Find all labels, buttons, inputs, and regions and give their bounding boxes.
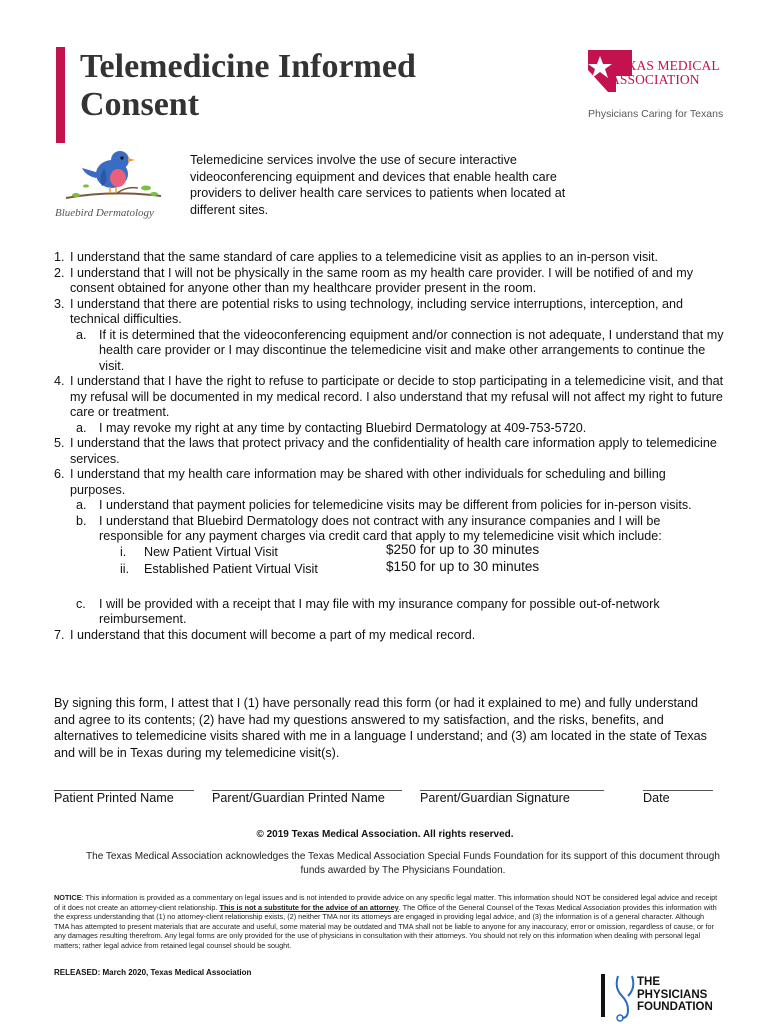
fee-price: $250 for up to 30 minutes	[386, 541, 540, 557]
item-number: b.	[76, 513, 87, 528]
date-label: Date	[643, 791, 670, 805]
sub-list-item	[54, 514, 724, 545]
patient-name-label: Patient Printed Name	[54, 791, 174, 805]
tma-tagline: Physicians Caring for Texans	[588, 108, 724, 120]
list-item	[54, 266, 724, 297]
title-line-1: Telemedicine Informed	[80, 48, 416, 85]
sub-list-item	[54, 597, 724, 628]
list-item	[54, 436, 724, 467]
item-text: I understand that my health care information may be shared with other individuals for scheduling and billing purposes.	[70, 467, 666, 497]
item-number: a.	[76, 498, 87, 512]
item-text: I understand that I have the right to refuse to participate or decide to stop participating in a telemedicine visit, and that my refusal will be documented in my medical record. I also understand that my refusal will not affect my right to future care or treatment.	[70, 374, 724, 419]
pf-accent-bar	[601, 974, 605, 1017]
item-number: 3.	[54, 296, 65, 311]
guardian-name-label: Parent/Guardian Printed Name	[212, 791, 385, 805]
pf-line-2: PHYSICIANS	[637, 988, 708, 1001]
item-number: ii.	[120, 561, 130, 576]
list-item	[54, 628, 724, 644]
list-item	[54, 374, 724, 421]
list-item	[54, 250, 724, 266]
item-text: I may revoke my right at any time by contacting Bluebird Dermatology at 409-753-5720.	[99, 420, 587, 435]
fee-price: $150 for up to 30 minutes	[386, 558, 540, 574]
intro-paragraph: Telemedicine services involve the use of secure interactive videoconferencing equipment and devices that enable health care providers to deliver health care services to patients when located at different sites.	[190, 153, 566, 217]
item-text: I understand that there are potential risks to using technology, including service interruptions, interception, and technical difficulties.	[70, 296, 684, 326]
sub-list-item	[54, 328, 724, 375]
guardian-signature-label: Parent/Guardian Signature	[420, 791, 570, 805]
list-item	[54, 297, 724, 328]
page-title	[80, 48, 500, 124]
tma-name-line-2: ASSOCIATION	[610, 72, 700, 87]
item-number: 7.	[54, 627, 65, 642]
copyright: © 2019 Texas Medical Association. All rights reserved.	[256, 829, 514, 840]
fee-label: Established Patient Virtual Visit	[144, 561, 318, 576]
title-line-2: Consent	[80, 86, 200, 123]
item-text: I will be provided with a receipt that I may file with my insurance company for possible out-of-network reimbursement.	[99, 596, 660, 626]
item-text: I understand that I will not be physically in the same room as my health care provider. I will be notified of and my consent obtained for anyone other than my healthcare provider present in the room.	[70, 265, 694, 295]
list-item	[54, 467, 724, 498]
consent-list	[54, 250, 724, 643]
item-text: I understand that Bluebird Dermatology does not contract with any insurance companies and I will be responsible for any payment charges via credit card that apply to my telemedicine visit which include:	[99, 513, 662, 543]
sub-list-item	[54, 498, 724, 514]
item-number: i.	[120, 544, 127, 559]
patient-name-field[interactable]	[54, 790, 194, 805]
pf-line-3: FOUNDATION	[637, 1001, 713, 1013]
guardian-name-field[interactable]	[212, 790, 402, 805]
item-number: 2.	[54, 265, 65, 280]
notice-emphasis: This is not a substitute for the advice of an attorney	[219, 902, 399, 912]
item-number: 6.	[54, 467, 65, 481]
item-text: I understand that the same standard of care applies to a telemedicine visit as applies to an in-person visit.	[70, 250, 659, 264]
tma-logo-text	[610, 59, 720, 87]
item-number: 4.	[54, 374, 65, 388]
notice-text-2: . The Office of the General Counsel of the Texas Medical Association provides this information with the express understanding that (1) no attorney-client relationship exists, (2) neither TMA nor its attorneys are engaged in providing legal advice, and (3) the information is of a general character. Although TMA has attempted to present materials that are accurate and useful, some material may be outdated and TMA shall not be liable to anyone for any inaccuracy, error or omission, regardless of cause, or for any damages resulting therefrom. Any legal forms are only provided for the use of physicians in consultation with their attorneys. You should not rely on this information when dealing with personal legal matters; rather legal advice from retained legal counsel should be sought.	[54, 902, 717, 950]
acknowledgment: The Texas Medical Association acknowledges the Texas Medical Association Special Funds Foundation for its support of this document through funds awarded by The Physicians Foundation.	[86, 851, 720, 876]
tma-name-line-1: TEXAS MEDICAL	[610, 58, 720, 73]
item-number: a.	[76, 420, 87, 435]
title-accent-bar	[56, 47, 65, 143]
item-text: I understand that this document will become a part of my medical record.	[70, 627, 476, 642]
fee-item	[54, 558, 724, 579]
item-text: I understand that the laws that protect privacy and the confidentiality of health care information apply to telemedicine services.	[70, 436, 717, 466]
release-date: RELEASED: March 2020, Texas Medical Association	[54, 968, 252, 977]
item-text: I understand that payment policies for telemedicine visits may be different from policies for in-person visits.	[99, 498, 692, 512]
item-number: c.	[76, 596, 86, 611]
item-number: 5.	[54, 436, 65, 450]
legal-notice	[54, 893, 718, 951]
item-text: If it is determined that the videoconferencing equipment and/or connection is not adequate, I understand that my health care provider or I may discontinue the telemedicine visit and make other arrangements to continue the visit.	[99, 327, 724, 373]
sub-list-item	[54, 421, 724, 437]
practice-name: Bluebird Dermatology	[55, 207, 154, 219]
date-field[interactable]	[643, 790, 713, 805]
pf-logo-text	[637, 976, 713, 1014]
item-number: a.	[76, 327, 87, 342]
pf-line-1: THE	[637, 976, 660, 988]
guardian-signature-field[interactable]	[420, 790, 604, 805]
attestation-paragraph: By signing this form, I attest that I (1) have personally read this form (or had it explained to me) and fully understand and agree to its contents; (2) have had my questions answered to my satisfaction, and the risks, benefits, and alternatives to telemedicine visits shared with me in a language I understand; and (3) am located in the state of Texas and will be in Texas during my telemedicine visit(s).	[54, 696, 707, 760]
notice-text-1: : This information is provided as a commentary on legal issues and is not intended to provide advice on any specific legal matter. This information should NOT be considered legal advice and receipt of it does not create an attorney-client relationship.	[54, 893, 718, 912]
fee-label: New Patient Virtual Visit	[144, 544, 278, 559]
notice-label: NOTICE	[54, 893, 82, 902]
item-number: 1.	[54, 250, 65, 264]
